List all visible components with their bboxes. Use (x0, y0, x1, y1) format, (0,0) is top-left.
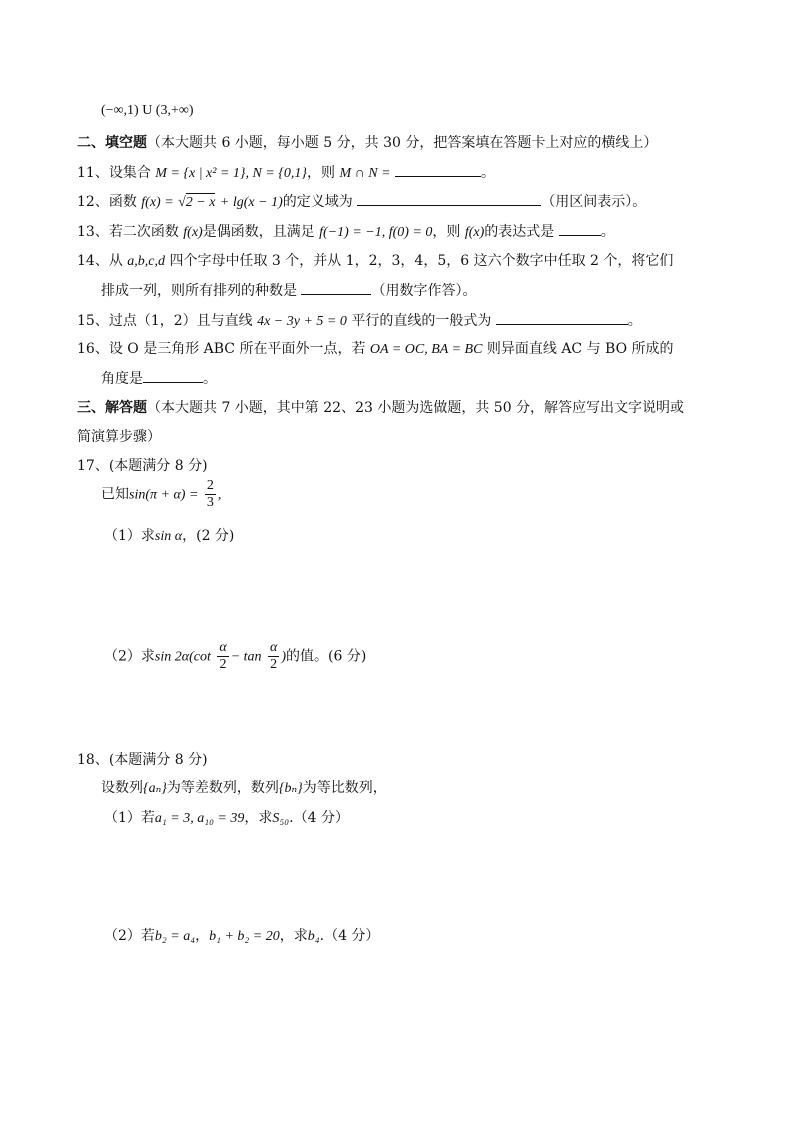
question-12: 12、函数 f(x) = √2 − x + lg(x − 1)的定义域为 （用区间表示）。 (77, 191, 646, 213)
q18-p2-pre: （2）若 (104, 928, 155, 944)
q14-l2b: （用数字作答）。 (371, 283, 477, 299)
q13-answer-blank[interactable] (559, 221, 601, 236)
q16-answer-blank[interactable] (143, 368, 203, 383)
q16-cond: OA = OC, BA = BC (369, 342, 483, 357)
q18-p1-expr: a₁ = 3, a₁₀ = 39 (154, 811, 245, 826)
q18-l1b: 为等差数列，数列 (166, 780, 279, 796)
q13-f: f(x) (183, 225, 203, 240)
section-2-title: 二、填空题 (77, 135, 147, 151)
q18-part1 (104, 808, 349, 829)
q17-p2-c: ) (281, 649, 287, 665)
q11-end: 。 (480, 165, 495, 181)
q18-intro (101, 778, 387, 799)
q16-pre: 16、设 O 是三角形 ABC 所在平面外一点，若 (77, 341, 366, 357)
q18-p2-b4: b₄ (307, 929, 320, 944)
q18-l1c: 为等比数列， (302, 780, 387, 796)
q15-end: 。 (627, 313, 642, 329)
q17-frac1-num: α (219, 640, 227, 655)
q17-numerator: 2 (206, 478, 214, 493)
q16-l2: 角度是 (101, 371, 143, 387)
q12-pre: 12、函数 (77, 194, 137, 210)
q17-given-fn: sin(π + α) = (129, 487, 199, 503)
q18-p2-end: .（4 分） (319, 928, 380, 944)
q18-p1-end: .（4 分） (289, 810, 349, 826)
q15-mid: 平行的直线的一般式为 (351, 313, 492, 329)
q13-t1: 是偶函数，且满足 (202, 224, 315, 240)
q12-end: （用区间表示）。 (541, 194, 647, 210)
q16-end: 。 (203, 371, 217, 387)
q13-end: 。 (600, 224, 615, 240)
question-11 (77, 162, 495, 184)
q18-p1-s: S₅₀ (272, 811, 290, 826)
q13-t2: ，则 (432, 224, 461, 240)
q17-p2-pre: （2）求 (104, 648, 155, 665)
q18-bn: {bₙ} (278, 781, 303, 796)
q18-p2-mid: ， (195, 928, 210, 944)
q17-frac2-num: α (269, 640, 278, 655)
q13-cond: f(−1) = −1, f(0) = 0 (319, 225, 433, 240)
q12-f: f(x) = (141, 195, 174, 210)
q11-mid: ，则 (307, 165, 335, 181)
q12-mid: 的定义域为 (282, 194, 353, 210)
q18-p2-e1: b₂ = a₄ (154, 929, 196, 944)
q14-l2a: 排成一列，则所有排列的种数是 (101, 283, 297, 299)
q17-fraction (205, 478, 216, 511)
q11-sets: M = {x | x² = 1}, N = {0,1} (155, 166, 307, 181)
q17-heading: 17、(本题满分 8 分) (77, 458, 208, 474)
section-3-title: 三、解答题 (77, 400, 147, 416)
q17-given-end: , (217, 487, 222, 503)
q11-answer-blank[interactable] (395, 162, 481, 177)
q17-p1-expr: sin α (154, 529, 183, 544)
interval-answer: (−∞,1) U (3,+∞) (101, 103, 194, 118)
question-16-line1 (77, 339, 674, 360)
q18-heading: 18、(本题满分 8 分) (77, 752, 208, 768)
q18-l1a: 设数列 (101, 780, 143, 796)
question-15 (77, 310, 642, 332)
q12-lg: + lg(x − 1) (219, 195, 283, 210)
section-3-desc-cont: 简演算步骤） (77, 429, 161, 445)
q14-pre: 14、从 (77, 253, 123, 269)
q17-p2-end: 的值。(6 分) (286, 648, 367, 665)
q17-p2-a: sin 2α(cot (154, 649, 211, 665)
q11-pre: 11、设集合 (77, 165, 151, 181)
q17-part2 (104, 640, 366, 680)
q18-part2 (104, 926, 379, 947)
q15-pre: 15、过点（1，2）且与直线 (77, 313, 253, 329)
q15-eq: 4x − 3y + 5 = 0 (257, 314, 347, 329)
q17-p1-end: ，(2 分) (182, 528, 235, 544)
q17-p1-pre: （1）求 (104, 528, 155, 544)
q17-denominator: 3 (206, 495, 214, 510)
q15-answer-blank[interactable] (496, 310, 628, 325)
section-2-desc: （本大题共 6 小题，每小题 5 分，共 30 分，把答案填在答题卡上对应的横线上） (147, 135, 658, 151)
q17-fraction-1 (217, 640, 228, 673)
q18-an: {aₙ} (143, 781, 167, 796)
q17-part1 (104, 526, 234, 547)
q18-p2-e2: b₁ + b₂ = 20 (209, 929, 280, 944)
question-16-line2 (101, 368, 217, 389)
section-3-header (77, 398, 684, 418)
question-14-line2 (101, 280, 476, 301)
q17-given-pre: 已知 (101, 486, 129, 503)
q17-given (101, 478, 221, 518)
q16-t1: 则异面直线 AC 与 BO 所成的 (486, 341, 674, 357)
q14-answer-blank[interactable] (301, 280, 371, 295)
q17-p2-b: − tan (230, 649, 262, 665)
q11-expr: M ∩ N = (339, 166, 391, 181)
q13-f2: f(x) (464, 225, 485, 240)
q17-fraction-2 (268, 640, 279, 673)
q17-frac2-den: 2 (270, 657, 278, 672)
q12-radicand: 2 − x (185, 195, 216, 210)
q12-answer-blank[interactable] (357, 191, 541, 206)
question-13 (77, 221, 615, 243)
q14-letters: a,b,c,d (127, 254, 165, 269)
q18-p2-mid2: ，求 (279, 928, 308, 944)
q13-t3: 的表达式是 (484, 224, 555, 240)
q18-p1-mid: ，求 (244, 810, 273, 826)
q18-p1-pre: （1）若 (104, 810, 155, 826)
q14-t1: 四个字母中任取 3 个，并从 1，2，3，4，5，6 这六个数字中任取 2 个，将它们 (169, 253, 674, 269)
q13-pre: 13、若二次函数 (77, 224, 179, 240)
section-2-header (77, 133, 657, 153)
question-14-line1 (77, 251, 673, 272)
section-3-desc: （本大题共 7 小题，其中第 22、23 小题为选做题，共 50 分，解答应写出文字说明或 (147, 400, 685, 416)
q17-frac1-den: 2 (219, 657, 227, 672)
